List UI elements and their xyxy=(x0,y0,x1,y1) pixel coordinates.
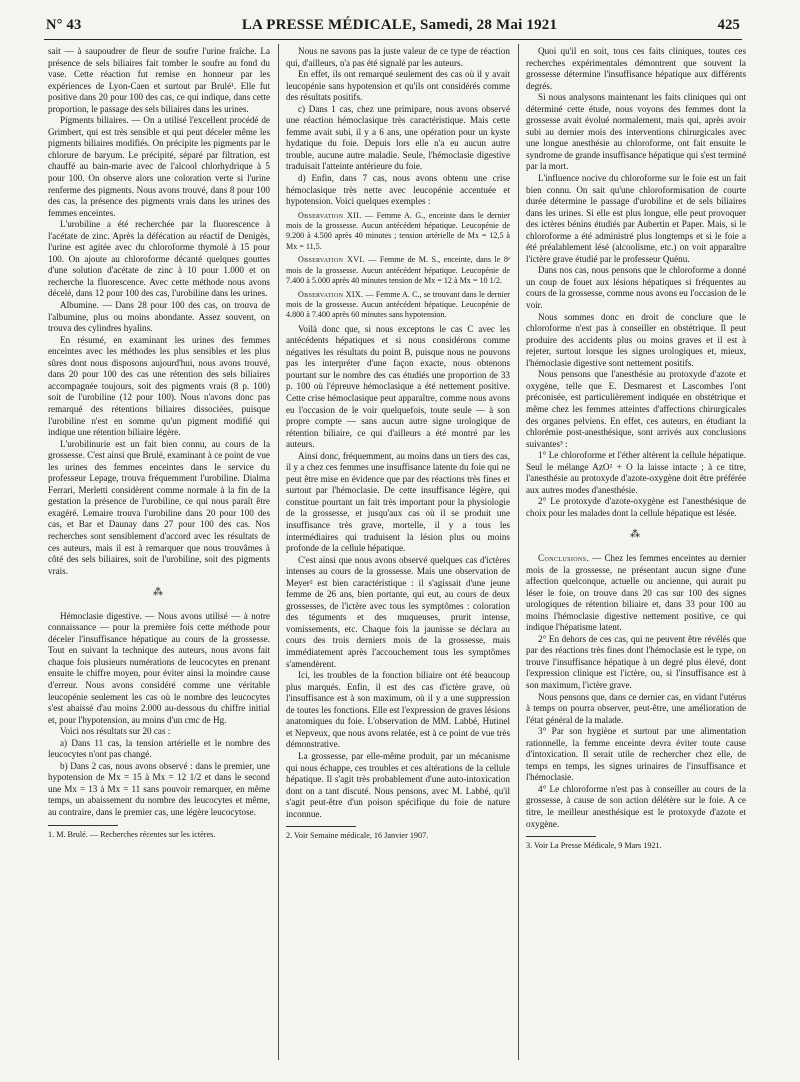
column-3 xyxy=(526,46,746,1082)
section-separator: ⁂ xyxy=(630,529,642,541)
section-separator: ⁂ xyxy=(153,587,165,599)
paragraph-pigments: Pigments biliaires. — On a utilisé l'excellent procédé de Grimbert, qui est très sensible et qui peut déceler même les pigments biliaires modifiés. On précipite les pigments par le chlorure de baryum. Le précipité, séparé par filtration, est chauffé au bain-marie avec de l'alcool chlorhydrique à 5 pour 100. On observe alors une coloration verte si l'urine renferme des pigments. Nous avons trouvé, dans 8 pour 100 des cas, la présence des pigments vrais dans les urines des femmes enceintes. xyxy=(48,115,270,218)
journal-title: LA PRESSE MÉDICALE, Samedi, 28 Mai 1921 xyxy=(241,16,558,33)
column-2 xyxy=(286,46,510,1082)
paragraph-resume: En résumé, en examinant les urines des femmes enceintes avec les méthodes les plus sensibles et les plus sûres dont nous disposons aujourd'hui, nous avons trouvé, dans 20 pour 100 des cas une rétention des sels biliaires accompagnée toujours, soit des pigments vrais (8 p. 100) soit de l'urobiline (12 pour 100). Nous n'avons donc pas remarqué des rétentions biliaires dissociées, puisque l'urobiline n'est en somme qu'un pigment modifié qui indique une rétention biliaire légère. xyxy=(48,334,270,438)
footnote-rule xyxy=(286,826,356,827)
observation-16 xyxy=(286,255,510,286)
paragraph: 4° Le chloroforme n'est pas à conseiller au cours de la grossesse, à cause de son action délétère sur le foie. A ce titre, le meilleur anesthésique est le protoxyde d'azote et oxygène. xyxy=(526,783,746,829)
observation-12 xyxy=(286,211,510,253)
page-header xyxy=(46,12,740,38)
observation-label: Observation XIX. xyxy=(298,289,364,299)
paragraph: 3° Par son hygiène et surtout par une alimentation rationnelle, la femme enceinte devra éviter toute cause d'intoxication. Il serait utile de rechercher chez elle, de temps en temps, les signes urinaires de l'insuffisance et l'hémoclasie. xyxy=(526,726,746,783)
page-number: 425 xyxy=(717,16,740,33)
paragraph: L'influence nocive du chloroforme sur le foie est un fait bien connu. On sait qu'une chloroformisation de courte durée détermine le passage d'urobiline et de sels biliaires dans les urines. Si elle est plus longue, elle peut provoquer des ictères bénins étudiés par Aubertin et Paper. Mais, si le chloroforme a été administré plus longtemps et si le foie a été préalablement lésé (alcoolisme, etc.) on voit apparaître l'ictère grave étudié par le professeur Quénu. xyxy=(526,173,746,264)
observation-text: — Femme A. C., se trouvant dans le dernier mois de la grossesse. Aucun antécédent hépatique. Leucopénie de 4.800 à 7.400 après 60 minutes sans hypotension. xyxy=(286,289,510,320)
paragraph: 1° Le chloroforme et l'éther altèrent la cellule hépatique. Seul le mélange AzO² + O la laisse intacte ; à ce titre, l'anesthésie au protoxyde d'azote-oxygène doit être préférée aux autres modes d'anesthésie. xyxy=(526,450,746,495)
paragraph: En effet, ils ont remarqué seulement des cas où il y avait leucopénie sans hypotension et qu'ils ont considérés comme des résultats positifs. xyxy=(286,69,510,103)
column-divider-1 xyxy=(278,44,279,1060)
paragraph: La grossesse, par elle-même produit, par un mécanisme qui nous échappe, ces troubles et ces altérations de la cellule hépatique. Il s'agit très probablement d'une auto-intoxication dont on a tant discuté. Nous pensons, avec M. Labbé, qu'il s'agit peut-être d'un poison spécifique du foie de nature inconnue. xyxy=(286,750,510,819)
paragraph: d) Enfin, dans 7 cas, nous avons obtenu une crise hémoclasique très nette avec leucopénie accentuée et hypotension. Voici quelques exemples : xyxy=(286,173,510,207)
paragraph: Quoi qu'il en soit, tous ces faits cliniques, toutes ces recherches expérimentales démontrent que souvent la grossesse détermine l'insuffisance hépatique aux différents degrés. xyxy=(526,46,746,91)
paragraph: Voici nos résultats sur 20 cas : xyxy=(60,726,171,737)
paragraph: Nous pensons que, dans ce dernier cas, en vidant l'utérus à temps on pourra observer, peut-être, une amélioration de l'état général de la malade. xyxy=(526,691,746,725)
column-divider-2 xyxy=(518,44,519,1060)
conclusions-label: Conclusions. xyxy=(538,552,590,563)
issue-number: N° 43 xyxy=(46,16,82,33)
footnote-rule xyxy=(526,836,596,837)
paragraph: b) Dans 2 cas, nous avons observé : dans le premier, une hypotension de Mx = 15 à Mx = 12 1/2 et dans le second une Mx = 13 à Mx = 11 sans pouvoir remarquer, en même temps, un abaissement du nombre des leucocytes et même, au contraire, dans le premier cas, une légère leucocytose. xyxy=(48,760,270,817)
paragraph: 2° Le protoxyde d'azote-oxygène est l'anesthésique de choix pour les malades dont la cellule hépatique est lésée. xyxy=(526,496,746,518)
paragraph: Dans nos cas, nous pensons que le chloroforme a donné un coup de fouet aux lésions hépatiques si fréquentes au cours de la grossesse, comme nous avons eu l'occasion de le voir. xyxy=(526,265,746,311)
paragraph: Nous ne savons pas la juste valeur de ce type de réaction qui, d'ailleurs, n'a pas été signalé par les auteurs. xyxy=(286,46,510,68)
paragraph: C'est ainsi que nous avons observé quelques cas d'ictères intenses au cours de la grossesse. Mais une observation de Meyer² est bien caractéristique : il s'agissait d'une jeune femme de 26 ans, bien portante, qui eut, au cours de deux grossesses, de l'ictère avec tous les symptômes : coloration des téguments et des muqueuses, prurit intense, vomissements, etc. Chaque fois la jaunisse se déclara au cours des trois derniers mois de la grossesse, mais immédiatement après l'accouchement tous les symptômes s'amendèrent. xyxy=(286,554,510,669)
paragraph: c) Dans 1 cas, chez une primipare, nous avons observé une réaction hémoclasique très caractéristique. Mais cette femme avait subi, il y a 6 ans, une opération pour un kyste hydatique du foie. Depuis lors elle n'a eu aucun autre trouble, aucune autre maladie. Seule, l'hémoclasie digestive traduisait l'atteinte antérieure du foie. xyxy=(286,103,510,172)
paragraph: Si nous analysons maintenant les faits cliniques qui ont déterminé cette étude, nous voyons des femmes dont la grossesse avait évolué normalement, mais qui, après avoir subi au dernier mois des interventions chirurgicales avec une longue anesthésie au chloroforme, ont fait ensuite le syndrome de grande insuffisance hépatique qui s'est terminé par la mort. xyxy=(526,92,746,172)
header-rule xyxy=(44,39,742,40)
paragraph: 2° En dehors de ces cas, qui ne peuvent être révélés que par des réactions très fines dont l'hémoclasie est le type, on trouve l'insuffisance hépatique à un degré plus élevé, dont l'expression clinique est l'ictère, ou, si l'insuffisance est à son maximum, l'ictère grave. xyxy=(526,633,746,690)
footnote-1: 1. M. Brulé. — Recherches récentes sur les ictères. xyxy=(48,829,216,839)
paragraph: Nous sommes donc en droit de conclure que le chloroforme n'est pas à conseiller en obstétrique. Il peut produire des accidents plus ou moins graves et il est à rejeter, surtout lorsque les signes urologiques et, mieux, l'hémoclasie digestive sont nettement positifs. xyxy=(526,311,746,368)
observation-label: Observation XVI. xyxy=(298,255,365,265)
footnote-rule xyxy=(48,825,118,826)
paragraph-conclusions xyxy=(526,553,746,634)
observation-label: Observation XII. xyxy=(298,210,362,220)
paragraph-urobilinurie: L'urobilinurie est un fait bien connu, au cours de la grossesse. C'est ainsi que Brulé, examinant à ce point de vue les urines des femmes enceintes dans le service du professeur Lepage, trouva fréquemment l'urobiline. Dialma Ferrari, Merletti considèrent comme normale à la fin de la gestation la présence de l'urobiline, ce qui nous paraît être exagéré. Lemaire trouva l'urobiline dans 20 pour 100 des cas, et Bar et Daunay dans 27 pour 100 des cas. Nos recherches sont sensiblement d'accord avec les résultats de ces auteurs, mais il est à remarquer que nous trouvâmes à côté des sels biliaires, soit de l'urobiline, soit des pigments vrais. xyxy=(48,438,270,576)
paragraph: Ainsi donc, fréquemment, au moins dans un tiers des cas, il y a chez ces femmes une insuffisance latente du foie qui ne peut être mise en évidence que par des réactions très fines et surtout par l'hémoclasie. De cette insuffisance légère, qui constitue pourtant un fait très important pour la physiologie de la grossesse, et jusqu'aux cas où il se produit une insuffisance très grave, mortelle, il y a tous les intermédiaires qui traduisent la lésion plus ou moins profonde de la cellule hépatique. xyxy=(286,450,510,554)
footnote-2: 2. Voir Semaine médicale, 16 Janvier 1907. xyxy=(286,831,429,841)
paragraph: sait — à saupoudrer de fleur de soufre l'urine fraîche. La présence de sels biliaires fait tomber le soufre au fond du vase. Cette réaction fut remise en honneur par les expériences de Lyon-Caen et surtout par Brulé¹. Elle fut positive dans 20 pour 100 des cas, ce qui indique, dans cette proportion, le passage des sels biliaires dans les urines. xyxy=(48,46,270,114)
conclusions-text: — Chez les femmes enceintes au dernier mois de la grossesse, ne présentant aucun signe d'une affection quelconque, actuelle ou ancienne, qui aurait pu léser le foie, on trouve dans 20 cas sur 100 des signes urologiques de rétention biliaire et, dans 33 pour 100 au moins l'hémoclasie digestive nettement positive, ce qui indique l'hépatisme latent. xyxy=(526,552,746,633)
paragraph-albumine: Albumine. — Dans 28 pour 100 des cas, on trouva de l'albumine, plus ou moins abondante. Assez souvent, on trouva des cylindres hyalins. xyxy=(48,300,270,334)
paragraph: a) Dans 11 cas, la tension artérielle et le nombre des leucocytes n'ont pas changé. xyxy=(48,737,270,760)
paragraph: Nous pensons que l'anesthésie au protoxyde d'azote et oxygène, telle que E. Desmarest et Lascombes l'ont préconisée, est particulièrement indiquée en obstétrique et même chez les femmes atteintes d'affections chirurgicales des organes pelviens. En effet, ces auteurs, en étudiant la chlorémie post-anesthésique, sont arrivés aux conclusions suivantes³ : xyxy=(526,369,746,449)
paragraph: Voilà donc que, si nous exceptons le cas C avec les antécédents hépatiques et si nous considérons comme négatives les résultats du point B, puisque nous ne pouvons pas les interpréter d'une façon exacte, nous obtenons pourtant sur le nombre des cas étudiés une proportion de 33 p. 100 où l'épreuve hémoclasique a été nettement positive. Cette crise hémoclasique peut apparaître, comme nous avons eu l'occasion de le voir quelquefois, toute seule — à son propre compte — sans aucun autre signe urologique de rétention biliaire, ce qui d'ailleurs a été montré par les auteurs. xyxy=(286,323,510,450)
observation-text: — Femme A. G., enceinte dans le dernier mois de la grossesse. Aucun antécédent hépatique. Leucopénie de 9.200 à 4.500 après 40 minutes ; tension artérielle de Mx = 12,5 à Mx = 11,5. xyxy=(286,210,510,251)
paragraph-urobiline: L'urobiline a été recherchée par la fluorescence à l'acétate de zinc. Après la défécation au réactif de Denigès, l'urine est agitée avec du chloroforme thymolé à 15 pour 100. On ajoute au chloroforme décanté quelques gouttes d'une solution d'acétate de zinc à 10 pour 1.000 et on recherche la fluorescence. Avec cette méthode nous avons décelé, dans 12 pour 100 des cas, l'urobiline dans les urines. xyxy=(48,219,270,299)
column-1 xyxy=(48,46,270,1082)
observation-text: — Femme de M. S., enceinte, dans le 8ᵉ mois de la grossesse. Aucun antécédent hépatique. Leucopénie de 7.400 à 5.000 après 40 minutes tension de Mx = 12 à Mx = 10 1/2. xyxy=(286,255,510,286)
paragraph: Ici, les troubles de la fonction biliaire ont été beaucoup plus marqués. Enfin, il est des cas d'ictère grave, où l'insuffisance est à son maximum, où il y a une suppression de toutes les fonctions. Elle est l'expression de graves lésions anatomiques du foie. L'observation de MM. Labbé, Hutinel et Nepveux, que nous avons relatée, est à ce point de vue très démonstrative. xyxy=(286,670,510,750)
paragraph-hemoclasie: Hémoclasie digestive. — Nous avons utilisé — à notre connaissance — pour la première fois cette méthode pour déceler l'insuffisance hépatique au cours de la grossesse. Tout en suivant la technique des auteurs, nous avons fait chaque fois plusieurs numérations de leucocytes en prenant ensuite le chiffre moyen, pour éviter ainsi la moindre cause d'erreur. Nous avons considéré comme une véritable leucopénie seulement les cas où le nombre des leucocytes s'est abaissé d'au moins 2.000 au-dessous du chiffre initial et, pour l'hypotension, au moins d'un cmc de Hg. xyxy=(48,610,270,725)
observation-19 xyxy=(286,290,510,321)
footnote-3: 3. Voir La Presse Médicale, 9 Mars 1921. xyxy=(526,841,662,851)
